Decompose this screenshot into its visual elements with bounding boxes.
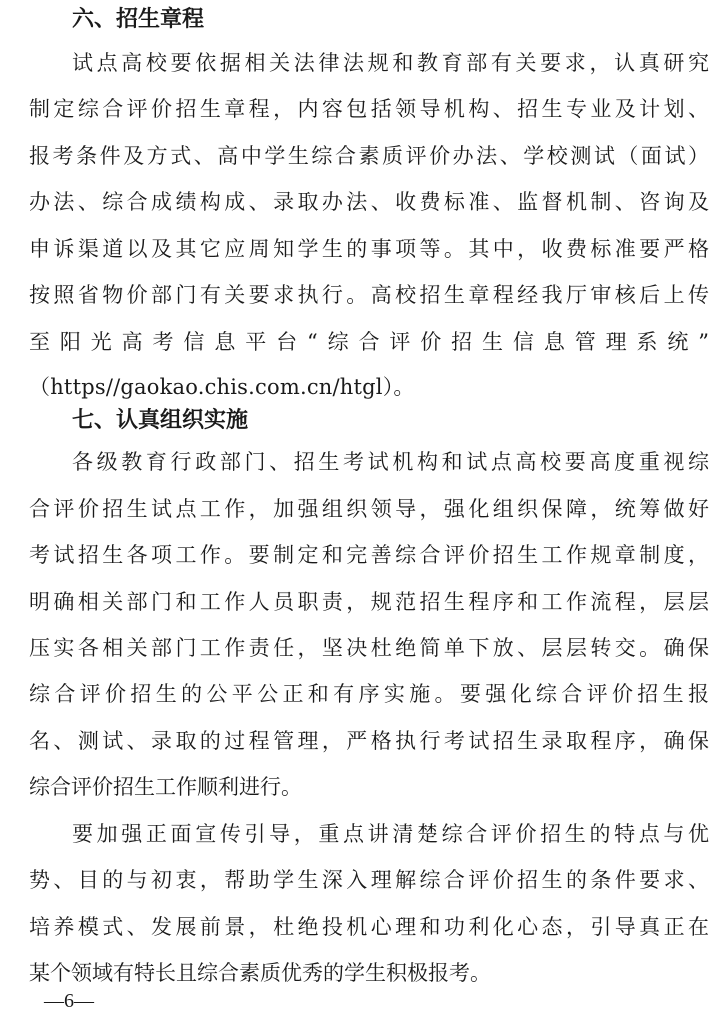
- paragraph-line: 各级教育行政部门、招生考试机构和试点高校要高度重视综: [72, 450, 709, 474]
- paragraph-line: 办法、综合成绩构成、录取办法、收费标准、监督机制、咨询及: [29, 190, 709, 214]
- paragraph-line: 合评价招生试点工作，加强组织领导，强化组织保障，统筹做好: [29, 497, 709, 521]
- paragraph-line: 至阳光高考信息平台“综合评价招生信息管理系统”: [29, 330, 709, 354]
- paragraph-line: 制定综合评价招生章程，内容包括领导机构、招生专业及计划、: [29, 97, 709, 121]
- paragraph-line: 考试招生各项工作。要制定和完善综合评价招生工作规章制度，: [29, 543, 709, 567]
- paragraph-line: 要加强正面宣传引导，重点讲清楚综合评价招生的特点与优: [72, 822, 709, 846]
- paragraph-line: 试点高校要依据相关法律法规和教育部有关要求，认真研究: [72, 51, 709, 75]
- paragraph-line: 按照省物价部门有关要求执行。高校招生章程经我厅审核后上传: [29, 283, 709, 307]
- paragraph-line: 综合评价招生的公平公正和有序实施。要强化综合评价招生报: [29, 682, 709, 706]
- paragraph-line: 势、目的与初衷，帮助学生深入理解综合评价招生的条件要求、: [29, 868, 709, 892]
- page-number: —6—: [44, 990, 94, 1012]
- paragraph-line: 培养模式、发展前景，杜绝投机心理和功利化心态，引导真正在: [29, 915, 709, 939]
- paragraph-line: 压实各相关部门工作责任，坚决杜绝简单下放、层层转交。确保: [29, 636, 709, 660]
- paragraph-line: 报考条件及方式、高中学生综合素质评价办法、学校测试（面试）: [29, 144, 709, 168]
- paragraph-line: 申诉渠道以及其它应周知学生的事项等。其中，收费标准要严格: [29, 237, 709, 261]
- paragraph-line: 明确相关部门和工作人员职责，规范招生程序和工作流程，层层: [29, 590, 709, 614]
- paragraph-line: （https//gaokao.chis.com.cn/htgl）。: [29, 375, 415, 399]
- section-heading-7: 七、认真组织实施: [72, 408, 249, 433]
- paragraph-line: 综合评价招生工作顺利进行。: [29, 775, 302, 799]
- paragraph-line: 名、测试、录取的过程管理，严格执行考试招生录取程序，确保: [29, 729, 709, 753]
- section-heading-6: 六、招生章程: [72, 7, 205, 32]
- paragraph-line: 某个领域有特长且综合素质优秀的学生积极报考。: [29, 961, 491, 985]
